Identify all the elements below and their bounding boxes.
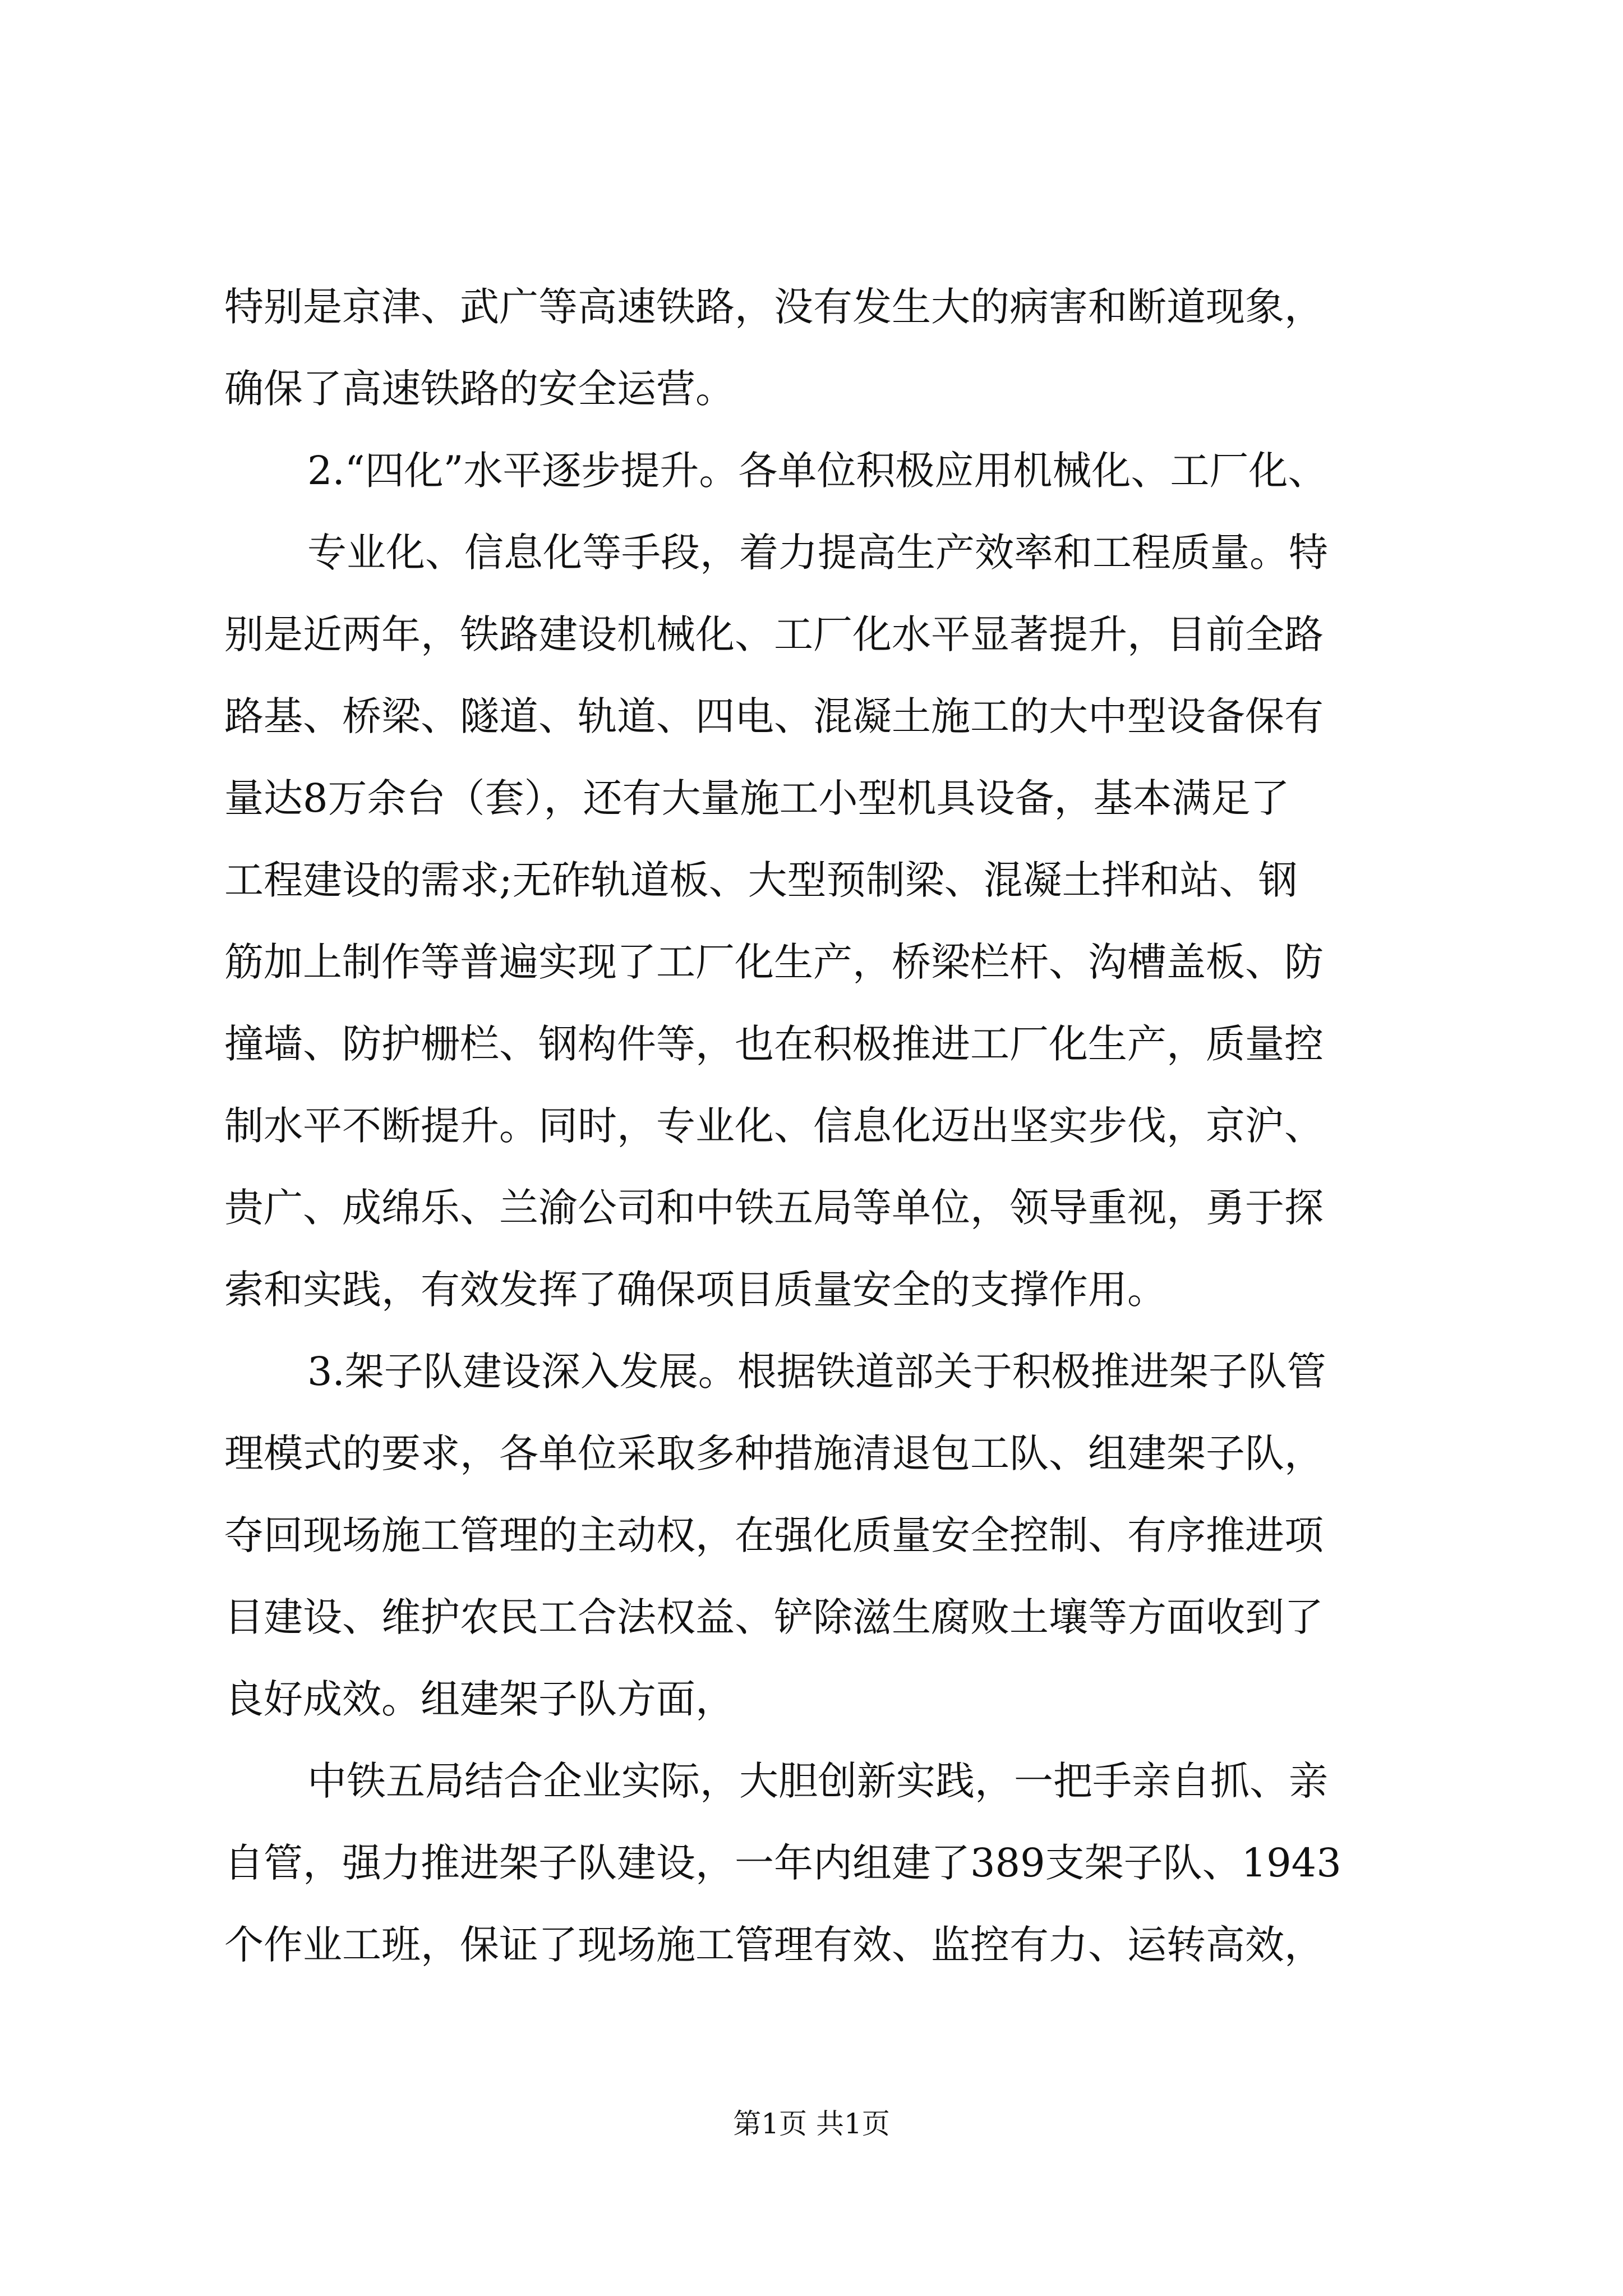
- text-line: 3.架子队建设深入发展。根据铁道部关于积极推进架子队管: [307, 1349, 1326, 1395]
- text-line: 个作业工班，保证了现场施工管理有效、监控有力、运转高效，: [224, 1922, 1324, 1968]
- page-footer: 第1页 共1页: [733, 2108, 890, 2140]
- text-line: 确保了高速铁路的安全运营。: [224, 366, 735, 412]
- text-line: 别是近两年，铁路建设机械化、工厂化水平显著提升，目前全路: [224, 611, 1324, 657]
- document-body: [224, 266, 1413, 1986]
- text-line: 中铁五局结合企业实际，大胆创新实践，一把手亲自抓、亲: [307, 1758, 1328, 1804]
- text-line: 撞墙、防护栅栏、钢构件等，也在积极推进工厂化生产，质量控: [224, 1021, 1324, 1067]
- text-line: 工程建设的需求;无砟轨道板、大型预制梁、混凝土拌和站、钢: [224, 857, 1298, 903]
- text-line: 制水平不断提升。同时，专业化、信息化迈出坚实步伐，京沪、: [224, 1103, 1324, 1149]
- text-line: 目建设、维护农民工合法权益、铲除滋生腐败土壤等方面收到了: [224, 1594, 1324, 1640]
- text-line: 2.“四化”水平逐步提升。各单位积极应用机械化、工厂化、: [307, 448, 1327, 494]
- text-line: 夺回现场施工管理的主动权，在强化质量安全控制、有序推进项: [224, 1512, 1324, 1558]
- text-line: 良好成效。组建架子队方面，: [224, 1676, 735, 1722]
- text-line: 自管，强力推进架子队建设，一年内组建了389支架子队、1943: [224, 1840, 1341, 1886]
- text-line: 理模式的要求，各单位采取多种措施清退包工队、组建架子队，: [224, 1430, 1324, 1476]
- text-line: 量达8万余台（套），还有大量施工小型机具设备，基本满足了: [224, 775, 1290, 821]
- text-line: 索和实践，有效发挥了确保项目质量安全的支撑作用。: [224, 1267, 1166, 1313]
- text-line: 贵广、成绵乐、兰渝公司和中铁五局等单位，领导重视，勇于探: [224, 1185, 1324, 1231]
- text-line: 筋加上制作等普遍实现了工厂化生产，桥梁栏杆、沟槽盖板、防: [224, 939, 1324, 985]
- text-line: 路基、桥梁、隧道、轨道、四电、混凝土施工的大中型设备保有: [224, 693, 1324, 739]
- text-line: 专业化、信息化等手段，着力提高生产效率和工程质量。特: [307, 530, 1328, 576]
- text-line: 特别是京津、武广等高速铁路，没有发生大的病害和断道现象，: [224, 284, 1324, 330]
